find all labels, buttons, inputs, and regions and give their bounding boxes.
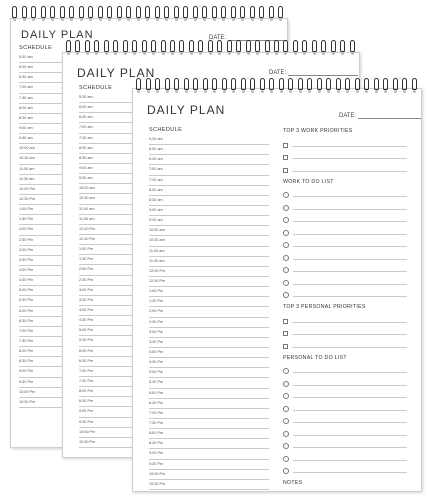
spiral-coil [22, 6, 28, 24]
list-item [283, 212, 407, 225]
spiral-coil [250, 78, 256, 96]
writing-line [293, 460, 407, 461]
list-item [283, 363, 407, 376]
schedule-slot: 5:30 Pm [19, 296, 127, 306]
schedule-slot: 6:30 Pm [149, 399, 269, 409]
spiral-coil [60, 6, 66, 24]
schedule-slot: 3:00 Pm [19, 246, 127, 256]
schedule-slot: 6:00 am [79, 103, 197, 113]
spiral-coil [146, 78, 152, 96]
checkbox-icon [283, 344, 288, 349]
writing-line [293, 246, 407, 247]
schedule-slot: 10:30 am [149, 236, 269, 246]
schedule-slot: 6:30 am [149, 155, 269, 165]
schedule-label: SCHEDULE [79, 85, 113, 91]
schedule-slot: 8:00 am [19, 104, 127, 114]
spiral-coil [85, 40, 91, 58]
spiral-coil [132, 40, 138, 58]
spiral-coil [222, 78, 228, 96]
circle-bullet-icon [283, 205, 289, 211]
spiral-coil [142, 40, 148, 58]
spiral-coil [107, 6, 113, 24]
spiral-coil [193, 78, 199, 96]
spiral-coil [269, 6, 275, 24]
schedule-slot: 6:30 am [79, 113, 197, 123]
writing-line [293, 221, 407, 222]
schedule-slot: 9:30 Pm [79, 418, 197, 428]
spiral-coil [198, 40, 204, 58]
writing-line [293, 385, 407, 386]
schedule-slot: 10:00 am [79, 184, 197, 194]
list-item [283, 425, 407, 438]
spiral-coil [326, 78, 332, 96]
spiral-binding-icon [136, 78, 418, 96]
spiral-coil [151, 40, 157, 58]
schedule-slot: 8:30 am [79, 154, 197, 164]
schedule-slot: 11:30 am [79, 215, 197, 225]
date-label: DATE: [269, 70, 287, 76]
circle-bullet-icon [283, 418, 289, 424]
schedule-slot: 3:00 Pm [79, 286, 197, 296]
schedule-slot: 8:30 Pm [149, 439, 269, 449]
schedule-slot: 4:30 Pm [79, 316, 197, 326]
schedule-slot: 10:00 Pm [19, 388, 127, 398]
schedule-slot: 1:00 Pm [149, 287, 269, 297]
schedule-slots [149, 135, 269, 490]
spiral-coil [189, 40, 195, 58]
circle-bullet-icon [283, 230, 289, 236]
date-field [339, 113, 422, 119]
schedule-slot: 5:00 Pm [149, 368, 269, 378]
page-title: DAILY PLAN [77, 66, 156, 80]
spiral-coil [412, 78, 418, 96]
checkbox-icon [283, 319, 288, 324]
schedule-slot: 8:00 Pm [79, 387, 197, 397]
schedule-slot: 12:00 Pm [19, 185, 127, 195]
spiral-coil [288, 78, 294, 96]
circle-bullet-icon [283, 280, 289, 286]
writing-line [292, 171, 407, 172]
spiral-coil [136, 6, 142, 24]
schedule-slot: 2:30 Pm [79, 276, 197, 286]
circle-bullet-icon [283, 381, 289, 387]
list-item [283, 375, 407, 388]
schedule-slot: 7:30 Pm [149, 419, 269, 429]
spiral-coil [184, 78, 190, 96]
schedule-slot: 9:30 am [79, 174, 197, 184]
spiral-coil [345, 78, 351, 96]
list-item [283, 400, 407, 413]
spiral-coil [212, 78, 218, 96]
writing-line [292, 334, 407, 335]
list-item [283, 450, 407, 463]
spiral-coil [145, 6, 151, 24]
circle-bullet-icon [283, 242, 289, 248]
schedule-slot: 11:00 am [19, 165, 127, 175]
spiral-coil [317, 78, 323, 96]
schedule-slot: 2:00 Pm [149, 307, 269, 317]
personal-priorities-title: TOP 3 PERSONAL PRIORITIES [283, 304, 366, 310]
schedule-slot: 12:30 Pm [19, 195, 127, 205]
spiral-coil [94, 40, 100, 58]
writing-line [293, 410, 407, 411]
writing-line [293, 435, 407, 436]
list-item [283, 187, 407, 200]
spiral-coil [75, 40, 81, 58]
spiral-coil [217, 40, 223, 58]
list-item [283, 325, 407, 338]
schedule-slot: 6:00 am [19, 63, 127, 73]
spiral-coil [269, 78, 275, 96]
date-field [269, 70, 358, 76]
spiral-coil [393, 78, 399, 96]
spiral-coil [383, 78, 389, 96]
schedule-slot: 7:30 Pm [79, 377, 197, 387]
checkbox-icon [283, 155, 288, 160]
notes-lines [283, 488, 407, 492]
spiral-coil [302, 40, 308, 58]
writing-line [293, 472, 407, 473]
checkbox-icon [283, 168, 288, 173]
schedule-slot: 9:00 Pm [79, 407, 197, 417]
notes-line [283, 488, 407, 492]
spiral-coil [126, 6, 132, 24]
spiral-coil [179, 40, 185, 58]
schedule-slot: 6:00 Pm [79, 347, 197, 357]
spiral-coil [255, 40, 261, 58]
circle-bullet-icon [283, 267, 289, 273]
writing-line [293, 259, 407, 260]
spiral-coil [88, 6, 94, 24]
date-label: DATE: [339, 113, 357, 119]
spiral-coil [298, 78, 304, 96]
schedule-slot: 5:30 Pm [79, 336, 197, 346]
spiral-coil [240, 6, 246, 24]
schedule-slot: 9:00 am [149, 206, 269, 216]
work-todo-title: WORK TO DO LIST [283, 178, 334, 185]
spiral-coil [402, 78, 408, 96]
schedule-slot: 4:30 Pm [149, 358, 269, 368]
personal-todo-title: PERSONAL TO DO LIST [283, 354, 347, 361]
spiral-coil [123, 40, 129, 58]
schedule-slot: 7:00 Pm [79, 367, 197, 377]
schedule-slot: 5:30 Pm [149, 378, 269, 388]
personal-priorities-list [283, 312, 407, 350]
spiral-coil [212, 6, 218, 24]
checkbox-icon [283, 331, 288, 336]
schedule-slot: 12:00 Pm [79, 225, 197, 235]
spiral-coil [104, 40, 110, 58]
spiral-coil [307, 78, 313, 96]
spiral-coil [241, 78, 247, 96]
spiral-coil [183, 6, 189, 24]
schedule-slot: 7:00 am [19, 83, 127, 93]
schedule-slot: 2:00 Pm [19, 225, 127, 235]
spiral-coil [227, 40, 233, 58]
schedule-slot: 8:30 Pm [19, 357, 127, 367]
schedule-slot: 5:00 Pm [79, 326, 197, 336]
writing-line [292, 322, 407, 323]
page-title: DAILY PLAN [21, 29, 94, 41]
page-title: DAILY PLAN [147, 103, 226, 117]
schedule-slot: 9:00 am [79, 164, 197, 174]
schedule-slot: 1:30 Pm [79, 255, 197, 265]
priorities-column [283, 127, 407, 492]
list-item [283, 337, 407, 350]
schedule-slot: 2:30 Pm [19, 236, 127, 246]
spiral-coil [155, 78, 161, 96]
schedule-slot: 10:30 Pm [19, 398, 127, 408]
schedule-slot: 3:30 Pm [19, 256, 127, 266]
spiral-binding-icon [66, 40, 356, 58]
list-item [283, 274, 407, 287]
writing-line [293, 397, 407, 398]
spiral-coil [221, 6, 227, 24]
schedule-label: SCHEDULE [149, 127, 183, 133]
spiral-coil [12, 6, 18, 24]
spiral-coil [350, 40, 356, 58]
schedule-slot: 3:00 Pm [149, 328, 269, 338]
schedule-slot: 6:30 am [19, 73, 127, 83]
schedule-slot: 1:00 Pm [79, 245, 197, 255]
work-priorities-list [283, 136, 407, 174]
list-item [283, 161, 407, 174]
schedule-slot: 7:30 am [19, 94, 127, 104]
schedule-slot: 7:30 Pm [19, 337, 127, 347]
schedule-slot: 9:30 Pm [19, 378, 127, 388]
spiral-coil [246, 40, 252, 58]
spiral-coil [274, 40, 280, 58]
schedule-slot: 9:30 am [19, 134, 127, 144]
date-label: DATE: [209, 35, 227, 41]
schedule-slot: 12:30 Pm [79, 235, 197, 245]
schedule-slot: 8:00 am [149, 186, 269, 196]
spiral-coil [231, 6, 237, 24]
schedule-slot: 12:00 Pm [149, 267, 269, 277]
circle-bullet-icon [283, 468, 289, 474]
spiral-coil [260, 78, 266, 96]
list-item [283, 224, 407, 237]
circle-bullet-icon [283, 368, 289, 374]
writing-line [293, 234, 407, 235]
schedule-slot: 6:30 Pm [19, 317, 127, 327]
schedule-slot: 2:00 Pm [79, 265, 197, 275]
schedule-slot: 10:30 Pm [79, 438, 197, 448]
schedule-slot: 4:00 Pm [79, 306, 197, 316]
spiral-coil [293, 40, 299, 58]
spiral-coil [265, 40, 271, 58]
work-todo-list [283, 187, 407, 300]
writing-line [292, 146, 407, 147]
spiral-coil [374, 78, 380, 96]
list-item [283, 149, 407, 162]
spiral-binding-icon [12, 6, 284, 24]
spiral-coil [203, 78, 209, 96]
list-item [283, 199, 407, 212]
schedule-slot: 8:00 am [79, 144, 197, 154]
schedule-slot: 2:30 Pm [149, 318, 269, 328]
circle-bullet-icon [283, 443, 289, 449]
spiral-coil [321, 40, 327, 58]
schedule-slot: 5:30 am [149, 135, 269, 145]
schedule-slot: 3:30 Pm [149, 338, 269, 348]
list-item [283, 438, 407, 451]
work-priorities-title: TOP 3 WORK PRIORITIES [283, 128, 353, 134]
circle-bullet-icon [283, 255, 289, 261]
list-item [283, 287, 407, 300]
schedule-slot: 7:30 am [149, 176, 269, 186]
schedule-slot: 1:00 Pm [19, 205, 127, 215]
writing-line [293, 284, 407, 285]
date-line [358, 118, 422, 119]
spiral-coil [174, 6, 180, 24]
schedule-slot: 7:30 am [79, 134, 197, 144]
spiral-coil [364, 78, 370, 96]
spiral-coil [231, 78, 237, 96]
list-item [283, 136, 407, 149]
list-item [283, 237, 407, 250]
schedule-slot: 11:30 am [149, 257, 269, 267]
spiral-coil [208, 40, 214, 58]
writing-line [293, 422, 407, 423]
spiral-coil [278, 6, 284, 24]
spiral-coil [31, 6, 37, 24]
list-item [283, 413, 407, 426]
writing-line [292, 347, 407, 348]
spiral-coil [164, 6, 170, 24]
checkbox-icon [283, 143, 288, 148]
spiral-coil [202, 6, 208, 24]
schedule-slot: 10:30 am [19, 154, 127, 164]
writing-line [293, 196, 407, 197]
schedule-slot: 7:00 Pm [149, 409, 269, 419]
spiral-coil [259, 6, 265, 24]
circle-bullet-icon [283, 431, 289, 437]
schedule-slot: 4:00 Pm [149, 348, 269, 358]
spiral-coil [170, 40, 176, 58]
schedule-slot: 8:00 Pm [19, 347, 127, 357]
schedule-slot: 10:00 am [149, 226, 269, 236]
spiral-coil [331, 40, 337, 58]
schedule-slot: 6:00 am [149, 145, 269, 155]
list-item [283, 463, 407, 476]
spiral-coil [283, 40, 289, 58]
schedule-slot: 10:00 Pm [79, 428, 197, 438]
spiral-coil [236, 40, 242, 58]
schedule-slot: 9:30 Pm [149, 460, 269, 470]
spiral-coil [69, 6, 75, 24]
spiral-coil [250, 6, 256, 24]
schedule-slot: 5:30 am [19, 53, 127, 63]
schedule-slot: 6:00 Pm [149, 389, 269, 399]
spiral-coil [312, 40, 318, 58]
schedule-slot: 1:30 Pm [19, 215, 127, 225]
spiral-coil [136, 78, 142, 96]
spiral-coil [113, 40, 119, 58]
schedule-column [149, 127, 269, 490]
list-item [283, 388, 407, 401]
schedule-slot: 3:30 Pm [79, 296, 197, 306]
spiral-coil [355, 78, 361, 96]
schedule-slot: 9:30 am [149, 216, 269, 226]
spiral-coil [117, 6, 123, 24]
notes-title: NOTES [283, 480, 303, 486]
schedule-slot: 10:30 am [79, 194, 197, 204]
spiral-coil [155, 6, 161, 24]
writing-line [292, 158, 407, 159]
schedule-slot: 10:00 Pm [149, 470, 269, 480]
schedule-slot: 8:30 am [149, 196, 269, 206]
list-item [283, 249, 407, 262]
writing-line [293, 296, 407, 297]
schedule-slot: 7:00 am [149, 165, 269, 175]
list-item [283, 262, 407, 275]
spiral-coil [336, 78, 342, 96]
spiral-coil [66, 40, 72, 58]
schedule-slot: 9:00 Pm [19, 367, 127, 377]
schedule-slot: 4:00 Pm [19, 266, 127, 276]
spiral-coil [165, 78, 171, 96]
schedule-slot: 10:30 Pm [149, 480, 269, 490]
schedule-slot: 5:30 am [79, 93, 197, 103]
writing-line [293, 271, 407, 272]
spiral-coil [79, 6, 85, 24]
spiral-coil [193, 6, 199, 24]
schedule-slot: 5:00 Pm [19, 286, 127, 296]
spiral-coil [41, 6, 47, 24]
schedule-slot: 4:30 Pm [19, 276, 127, 286]
circle-bullet-icon [283, 217, 289, 223]
list-item [283, 312, 407, 325]
schedule-slot: 1:30 Pm [149, 297, 269, 307]
circle-bullet-icon [283, 192, 289, 198]
circle-bullet-icon [283, 292, 289, 298]
circle-bullet-icon [283, 456, 289, 462]
schedule-label: SCHEDULE [19, 45, 53, 51]
schedule-slot: 8:30 Pm [79, 397, 197, 407]
personal-todo-list [283, 363, 407, 476]
schedule-slot: 8:30 am [19, 114, 127, 124]
schedule-slot: 9:00 am [19, 124, 127, 134]
schedule-slot: 12:30 Pm [149, 277, 269, 287]
schedule-slot: 7:00 Pm [19, 327, 127, 337]
spiral-coil [161, 40, 167, 58]
spiral-coil [340, 40, 346, 58]
spiral-coil [98, 6, 104, 24]
date-line [288, 75, 358, 76]
schedule-slot: 11:00 am [149, 247, 269, 257]
writing-line [293, 447, 407, 448]
schedule-slot: 8:00 Pm [149, 429, 269, 439]
circle-bullet-icon [283, 393, 289, 399]
circle-bullet-icon [283, 406, 289, 412]
spiral-coil [279, 78, 285, 96]
schedule-slot: 7:00 am [79, 123, 197, 133]
writing-line [293, 209, 407, 210]
schedule-slot: 11:30 am [19, 175, 127, 185]
schedule-slot: 6:00 Pm [19, 307, 127, 317]
schedule-slot: 11:00 am [79, 205, 197, 215]
spiral-coil [174, 78, 180, 96]
spiral-coil [50, 6, 56, 24]
writing-line [293, 372, 407, 373]
schedule-slot: 6:30 Pm [79, 357, 197, 367]
schedule-slot: 9:00 Pm [149, 449, 269, 459]
notepad-front [132, 88, 422, 492]
schedule-slot: 10:00 am [19, 144, 127, 154]
